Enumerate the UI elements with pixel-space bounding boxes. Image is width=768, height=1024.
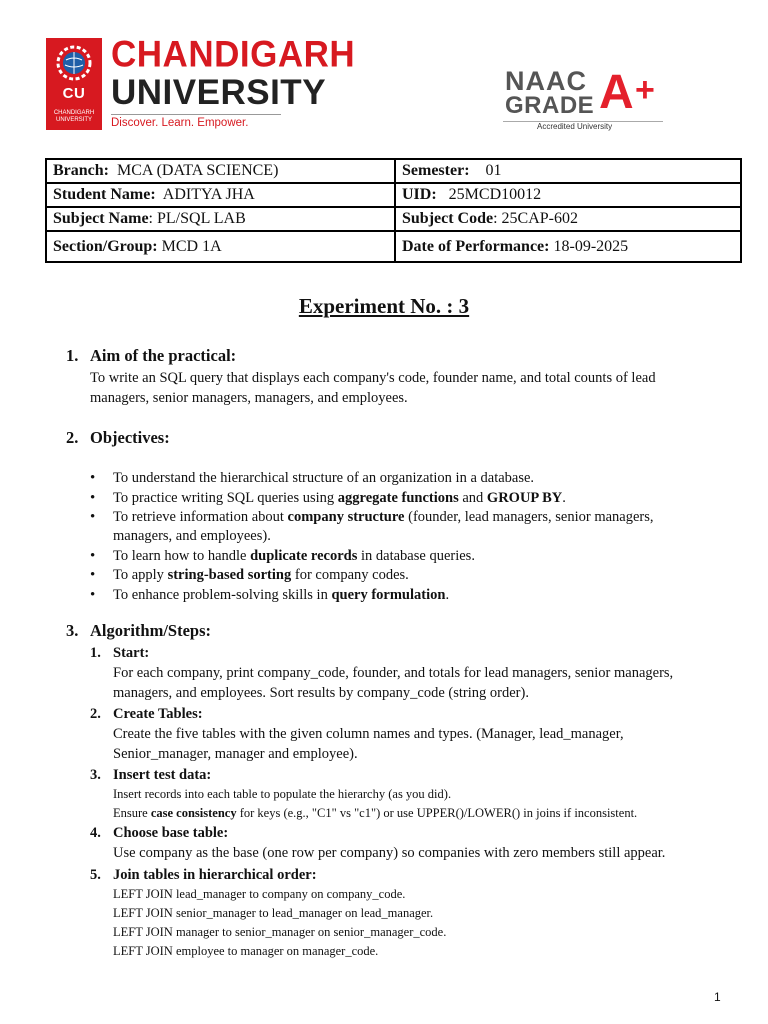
step-text: Use company as the base (one row per company) so companies with zero members still appear.: [113, 845, 666, 861]
semester-label: Semester:: [402, 162, 470, 179]
globe-gear-icon: [46, 38, 102, 88]
step-title: Insert test data:: [113, 767, 212, 783]
step-text: LEFT JOIN manager to senior_manager on senior_manager_code.: [113, 925, 447, 939]
list-item: [90, 566, 710, 585]
cu-logo: [46, 38, 102, 130]
section-number: 1.: [66, 346, 79, 365]
step-join-tables: [90, 866, 710, 961]
subject-code-label: Subject Code: [402, 210, 494, 227]
item-bold: GROUP BY: [486, 489, 563, 506]
section-number: 3.: [66, 621, 79, 640]
section-title: Objectives:: [90, 428, 170, 447]
step-text: Create the five tables with the given column names and types. (Manager, lead_manager, Senior_manager, manager and employee).: [113, 726, 624, 762]
step-start: [90, 644, 710, 703]
item-text: To practice writing SQL queries using: [113, 489, 338, 506]
step-text: LEFT JOIN lead_manager to company on company_code.: [113, 887, 406, 901]
step-number: 3.: [90, 767, 101, 783]
step-number: 5.: [90, 867, 101, 883]
step-number: 1.: [90, 645, 101, 661]
section-value: MCD 1A: [161, 237, 222, 255]
item-text: To understand the hierarchical structure of an organization in a database.: [113, 470, 535, 486]
subject-name-value: : PL/SQL LAB: [148, 210, 246, 227]
item-bold: duplicate records: [250, 547, 358, 564]
student-name-value: ADITYA JHA: [162, 186, 255, 203]
uid-label: UID:: [402, 186, 437, 203]
item-text: To retrieve information about: [113, 509, 288, 525]
item-text: To learn how to handle: [113, 547, 251, 564]
step-text-part: Ensure: [113, 806, 151, 820]
page-number: 1: [714, 990, 721, 1004]
section-cell: [46, 231, 395, 262]
list-item: [90, 469, 710, 488]
list-item: [90, 508, 710, 546]
item-text: To apply: [113, 567, 168, 583]
naac-grade-plus: +: [635, 71, 655, 109]
list-item: [90, 547, 710, 566]
experiment-title: Experiment No. : 3: [298, 294, 470, 318]
step-title: Start:: [113, 645, 150, 661]
aim-text: To write an SQL query that displays each company's code, founder name, and total counts of lead managers, senior managers, managers, and employees.: [90, 370, 656, 406]
table-row: [46, 207, 741, 231]
date-cell: [395, 231, 741, 262]
subject-name-cell: [46, 207, 395, 231]
subject-code-value: : 25CAP-602: [493, 210, 579, 227]
table-row: [46, 231, 741, 262]
subject-code-cell: [395, 207, 741, 231]
step-text: LEFT JOIN employee to manager on manager_code.: [113, 944, 379, 958]
step-base-table: [90, 824, 710, 863]
naac-grade-letter: A: [599, 66, 634, 119]
semester-value: 01: [485, 162, 502, 179]
step-title: Join tables in hierarchical order:: [113, 867, 317, 883]
step-text: For each company, print company_code, founder, and totals for lead managers, senior managers, managers, and employees. Sort results by company_code (string order).: [113, 665, 674, 701]
uid-cell: [395, 183, 741, 207]
step-text: [90, 804, 710, 823]
branch-label: Branch:: [53, 162, 109, 179]
step-text: Insert records into each table to populate the hierarchy (as you did).: [113, 787, 452, 801]
step-text-part: for keys (e.g., "C1" vs "c1") or use UPPER()/LOWER() in joins if inconsistent.: [236, 806, 638, 820]
uid-value: 25MCD10012: [448, 186, 542, 203]
list-item: [90, 489, 710, 508]
step-number: 4.: [90, 825, 101, 841]
table-row: [46, 159, 741, 183]
item-bold: string-based sorting: [167, 567, 292, 583]
page-header: [0, 0, 768, 150]
semester-cell: [395, 159, 741, 183]
university-name-line2: UNIVERSITY: [111, 73, 327, 112]
table-row: [46, 183, 741, 207]
section-heading-aim: [66, 346, 236, 366]
step-text: LEFT JOIN senior_manager to lead_manager on lead_manager.: [113, 906, 434, 920]
item-text: for company codes.: [291, 567, 409, 583]
naac-word: NAAC: [505, 66, 587, 96]
list-item: [90, 586, 710, 605]
naac-accredited-text: Accredited University: [537, 122, 613, 131]
step-number: 2.: [90, 706, 101, 722]
section-heading-algorithm: [66, 621, 211, 641]
item-text: in database queries.: [357, 547, 475, 564]
logo-subtext: CHANDIGARH UNIVERSITY: [53, 110, 95, 123]
step-title: Create Tables:: [113, 706, 203, 722]
step-create-tables: [90, 705, 710, 764]
section-title: Algorithm/Steps:: [90, 621, 211, 640]
item-text: and: [458, 489, 487, 506]
section-title: Aim of the practical:: [90, 346, 237, 365]
student-name-cell: [46, 183, 395, 207]
step-insert-data: [90, 766, 710, 823]
step-title: Choose base table:: [113, 825, 229, 841]
item-bold: query formulation: [331, 586, 446, 603]
section-label: Section/Group:: [53, 237, 158, 255]
university-tagline: Discover. Learn. Empower.: [111, 117, 249, 129]
branch-cell: [46, 159, 395, 183]
item-bold: aggregate functions: [337, 489, 459, 506]
date-label: Date of Performance:: [402, 237, 550, 255]
item-text: .: [562, 489, 566, 506]
naac-badge: [503, 66, 668, 136]
section-heading-objectives: [66, 428, 170, 448]
university-name-line1: CHANDIGARH: [111, 34, 356, 75]
item-text: To enhance problem-solving skills in: [113, 586, 332, 603]
student-name-label: Student Name:: [53, 186, 156, 203]
branch-value: MCA (DATA SCIENCE): [117, 162, 279, 179]
subject-name-label: Subject Name: [53, 210, 149, 227]
date-value: 18-09-2025: [553, 237, 629, 255]
item-text: (founder, lead managers, senior managers, managers, and employees).: [113, 509, 654, 544]
logo-initials: CU: [62, 85, 86, 102]
section-number: 2.: [66, 428, 79, 447]
item-bold: company structure: [287, 509, 405, 525]
student-info-table: [45, 158, 742, 263]
item-text: .: [445, 586, 450, 603]
step-text-bold: case consistency: [150, 806, 237, 820]
naac-grade-word: GRADE: [505, 92, 595, 119]
objectives-list: [90, 469, 710, 605]
divider: [111, 114, 281, 115]
